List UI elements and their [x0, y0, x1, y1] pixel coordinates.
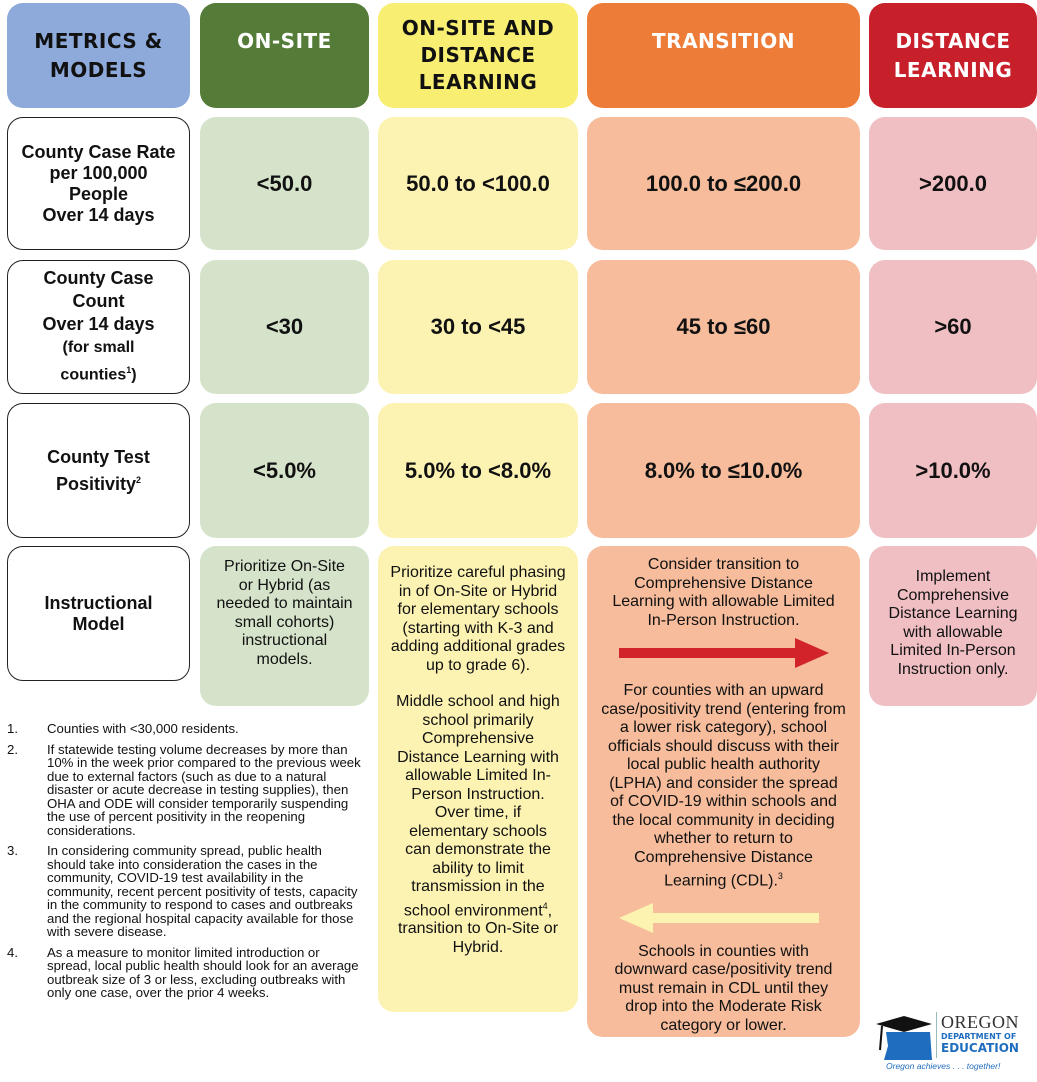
logo-department-of: DEPARTMENT OF: [941, 1032, 1017, 1041]
model-text: [388, 693, 568, 957]
instructional-on-site: [200, 546, 369, 706]
header-line: DISTANCE: [420, 43, 536, 67]
footnote-2: [7, 743, 363, 838]
header-metrics-models: [7, 3, 190, 108]
positivity-transition: [587, 403, 860, 538]
metric-line: Model: [72, 613, 125, 634]
model-text: Implement Comprehensive Distance Learning with allowable Limited In-Person Instruction only.: [888, 568, 1018, 678]
footnote-3: [7, 844, 363, 939]
threshold-value: 50.0 to <100.0: [406, 170, 550, 196]
positivity-hybrid: [378, 403, 578, 538]
metric-text: ): [131, 366, 137, 384]
header-line: LEARNING: [893, 57, 1013, 82]
downward-trend-arrow-icon: [619, 903, 829, 933]
metric-case-rate: [7, 117, 190, 250]
graduation-cap-oregon-icon: [872, 1016, 936, 1066]
positivity-distance: [869, 403, 1037, 538]
footnote-4: [7, 946, 363, 1000]
header-line: METRICS &: [34, 28, 163, 53]
header-line: ON-SITE: [237, 29, 332, 53]
header-on-site-and-distance: [378, 3, 578, 108]
case-rate-hybrid: [378, 117, 578, 250]
model-text: Consider transition to Comprehensive Distance Learning with allowable Limited In-Person Instruction.: [612, 556, 835, 629]
header-line: TRANSITION: [652, 29, 795, 53]
threshold-value: >60: [934, 314, 972, 339]
footnote-text: As a measure to monitor limited introduction or spread, local public health should look for an average outbreak size of 3 or less, excluding outbreaks with only one case, over the prior 4 weeks.: [47, 944, 359, 1000]
model-text-part: Middle school and high school primarily Comprehensive Distance Learning with allowable Limited In-Person Instruction. Over time, if elementary schools can demonstrate the ability to limit transmission in the school environment: [396, 693, 560, 919]
threshold-value: >200.0: [919, 170, 987, 196]
case-count-distance: [869, 260, 1037, 394]
case-count-on-site: [200, 260, 369, 394]
threshold-value: >10.0%: [915, 457, 991, 483]
model-text: Prioritize On-Site or Hybrid (as needed to maintain small cohorts) instructional models.: [216, 558, 353, 668]
arrow-head: [619, 903, 653, 933]
metric-line: People: [68, 183, 129, 204]
metric-text: Positivity: [55, 473, 136, 494]
case-rate-on-site: [200, 117, 369, 250]
metric-case-count: [7, 260, 190, 394]
metric-line: [60, 359, 136, 386]
model-text-part: For counties with an upward case/positivity trend (entering from a lower risk category), school officials should discuss with their local public health authority (LPHA) and consider the spread of COVID-19 within schools and the local community in deciding whether to return to Comprehensive Distance Learning (CDL).: [601, 682, 846, 890]
metric-line: County Test: [47, 446, 150, 467]
header-line: LEARNING: [418, 70, 538, 94]
footnote-text: Counties with <30,000 residents.: [47, 721, 239, 736]
footnote-ref: 1: [126, 365, 132, 376]
metric-line: [56, 469, 141, 496]
model-text: Schools in counties with downward case/positivity trend must remain in CDL until they drop into the Moderate Risk category or lower.: [614, 942, 833, 1034]
metric-line: Instructional: [44, 592, 153, 613]
footnote-1: [7, 722, 363, 736]
threshold-value: 30 to <45: [430, 314, 526, 339]
case-rate-transition: [587, 117, 860, 250]
metric-line: County Case: [43, 268, 154, 289]
logo-education: EDUCATION: [941, 1041, 1019, 1055]
metric-line: Over 14 days: [42, 204, 155, 225]
header-line: MODELS: [49, 57, 148, 82]
header-line: DISTANCE: [895, 28, 1011, 53]
arrow-shaft: [651, 913, 819, 923]
cap-tassel: [880, 1026, 882, 1050]
header-on-site: [200, 3, 369, 108]
metric-line: (for small: [62, 339, 135, 357]
cap-board: [876, 1016, 932, 1032]
footnotes: [7, 722, 363, 1007]
footnote-number: 4.: [7, 944, 18, 960]
footnote-number: 3.: [7, 843, 18, 858]
model-text: Prioritize careful phasing in of On-Site or Hybrid for elementary schools (starting with K-3 and adding additional grades up to grade 6).: [390, 564, 566, 674]
header-distance-learning: [869, 3, 1037, 108]
threshold-value: 8.0% to ≤10.0%: [644, 457, 803, 483]
header-line: ON-SITE AND: [401, 16, 555, 40]
oregon-state-shape: [884, 1032, 932, 1060]
footnote-ref: 4: [542, 900, 548, 911]
metric-test-positivity: [7, 403, 190, 538]
instructional-hybrid: [378, 546, 578, 1012]
logo-divider: [936, 1012, 937, 1058]
metric-line: County Case Rate: [21, 141, 176, 162]
positivity-on-site: [200, 403, 369, 538]
threshold-value: 45 to ≤60: [676, 314, 771, 339]
arrow-head: [795, 638, 829, 668]
metric-line: per 100,000: [49, 162, 148, 183]
logo-tagline: Oregon achieves . . . together!: [886, 1061, 1001, 1071]
footnote-number: 2.: [7, 741, 18, 757]
footnote-text: If statewide testing volume decreases by more than 10% in the week prior compared to the previous week due to external factors (such as due to a natural disaster or acute decrease in testing supplies), then OHA and ODE will consider temporarily suspending the use of percent positivity in the reopening considerations.: [47, 741, 361, 838]
metric-instructional-model: [7, 546, 190, 681]
metric-line: Over 14 days: [42, 314, 155, 335]
logo-oregon: OREGON: [941, 1012, 1019, 1032]
footnote-ref: 2: [136, 474, 142, 485]
model-text-part: , transition to On-Site or Hybrid.: [397, 901, 559, 956]
upward-trend-arrow-icon: [619, 638, 829, 668]
header-transition: [587, 3, 860, 108]
model-text: [601, 682, 846, 891]
case-rate-distance: [869, 117, 1037, 250]
footnote-ref: 3: [777, 871, 783, 881]
footnote-number: 1.: [7, 721, 18, 736]
metric-text: counties: [60, 366, 127, 384]
threshold-value: 100.0 to ≤200.0: [645, 170, 802, 196]
arrow-shaft: [619, 648, 797, 658]
case-count-hybrid: [378, 260, 578, 394]
footnote-text: In considering community spread, public health should take into consideration the cases in the community, COVID-19 test availability in the community, recent percent positivity of tests, capacity in the community to respond to cases and outbreaks and the regional hospital capacity available for those with severe disease.: [47, 843, 358, 939]
threshold-value: <5.0%: [253, 457, 316, 483]
threshold-value: <50.0: [256, 170, 313, 196]
metric-line: Count: [72, 291, 125, 312]
case-count-transition: [587, 260, 860, 394]
threshold-value: <30: [265, 314, 304, 339]
instructional-distance: [869, 546, 1037, 706]
instructional-transition: [587, 546, 860, 1037]
threshold-value: 5.0% to <8.0%: [404, 457, 552, 483]
oregon-department-of-education-logo: [872, 1012, 1032, 1074]
